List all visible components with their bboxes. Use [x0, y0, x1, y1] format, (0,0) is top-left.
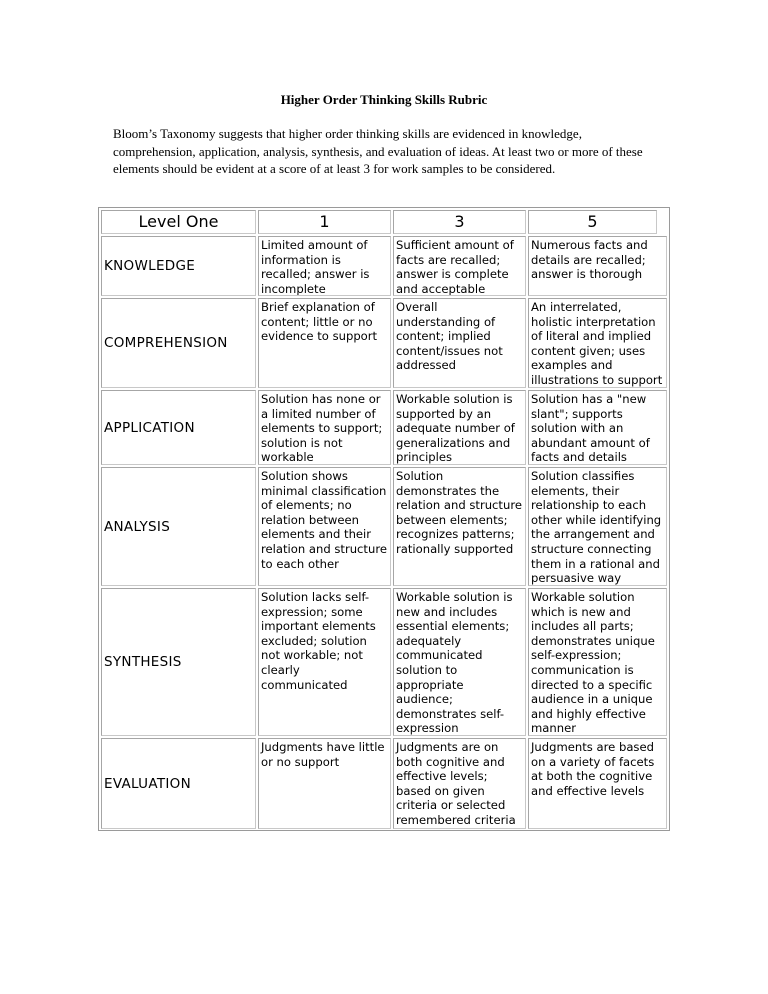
score-1-cell: Solution shows minimal classification of elements; no relation between elements and their relation and structure to each other [258, 467, 391, 586]
score-1-cell: Brief explanation of content; little or no evidence to support [258, 298, 391, 388]
header-score-1: 1 [258, 210, 391, 234]
score-3-cell: Overall understanding of content; implied content/issues not addressed [393, 298, 526, 388]
level-label: COMPREHENSION [101, 298, 256, 388]
score-3-cell: Judgments are on both cognitive and effective levels; based on given criteria or selected remembered criteria [393, 738, 526, 829]
header-score-5: 5 [528, 210, 657, 234]
score-3-cell: Solution demonstrates the relation and structure between elements; recognizes patterns; rationally supported [393, 467, 526, 586]
score-5-cell: An interrelated, holistic interpretation of literal and implied content given; uses examples and illustrations to support [528, 298, 667, 388]
header-level: Level One [101, 210, 256, 234]
score-3-cell: Workable solution is supported by an adequate number of generalizations and principles [393, 390, 526, 465]
score-5-cell: Solution has a "new slant"; supports solution with an abundant amount of facts and details [528, 390, 667, 465]
score-5-cell: Judgments are based on a variety of facets at both the cognitive and effective levels [528, 738, 667, 829]
score-1-cell: Limited amount of information is recalled; answer is incomplete [258, 236, 391, 296]
level-label: ANALYSIS [101, 467, 256, 586]
score-1-cell: Solution lacks self-expression; some important elements excluded; solution not workable; not clearly communicated [258, 588, 391, 736]
score-1-cell: Judgments have little or no support [258, 738, 391, 829]
score-3-cell: Workable solution is new and includes essential elements; adequately communicated solution to appropriate audience; demonstrates self-expression [393, 588, 526, 736]
level-label: SYNTHESIS [101, 588, 256, 736]
level-label: EVALUATION [101, 738, 256, 829]
score-3-cell: Sufficient amount of facts are recalled; answer is complete and acceptable [393, 236, 526, 296]
page-title: Higher Order Thinking Skills Rubric [280, 92, 488, 107]
level-label: APPLICATION [101, 390, 256, 465]
rubric-table [98, 207, 670, 831]
score-1-cell: Solution has none or a limited number of elements to support; solution is not workable [258, 390, 391, 465]
score-5-cell: Workable solution which is new and includes all parts; demonstrates unique self-expression; communication is directed to a specific audience in a unique and highly effective manner [528, 588, 667, 736]
score-5-cell: Numerous facts and details are recalled; answer is thorough [528, 236, 667, 296]
score-5-cell: Solution classifies elements, their relationship to each other while identifying the arrangement and structure connecting them in a rational and persuasive way [528, 467, 667, 586]
level-label: KNOWLEDGE [101, 236, 256, 296]
header-score-3: 3 [393, 210, 526, 234]
intro-paragraph: Bloom’s Taxonomy suggests that higher order thinking skills are evidenced in knowledge, comprehension, application, analysis, synthesis, and evaluation of ideas. At least two or more of these elements should be evident at a score of at least 3 for work samples to be considered. [113, 126, 643, 176]
